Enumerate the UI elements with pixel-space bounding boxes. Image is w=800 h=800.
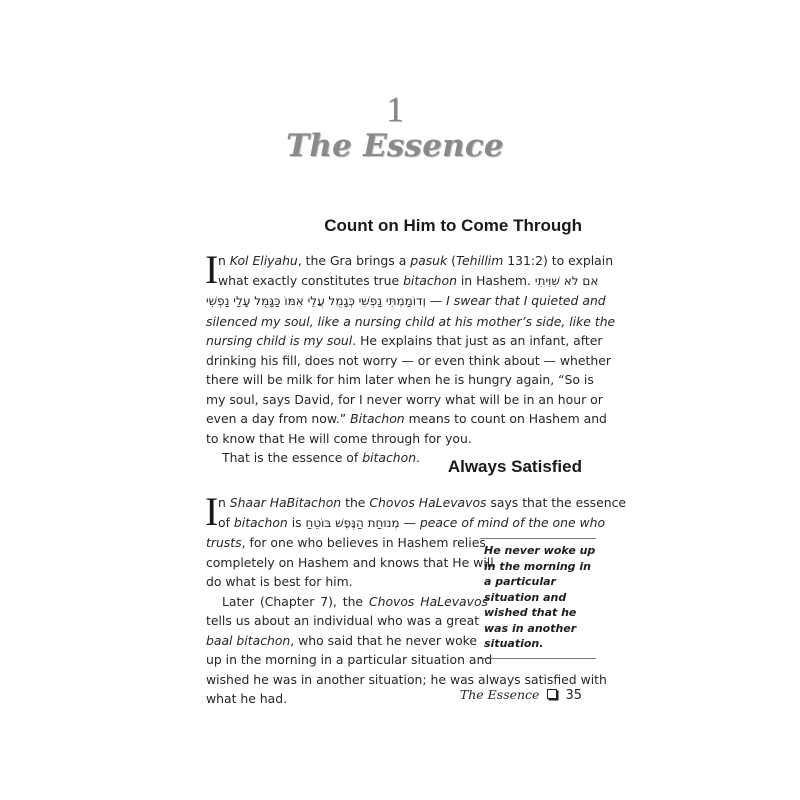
chapter-number: 1 [386, 89, 404, 129]
running-title: The Essence [459, 687, 540, 702]
text-line: what exactly constitutes true bitachon in Hashem. אם לא שִׁוִּיתִי [218, 272, 599, 288]
section-heading-always-satisfied: Always Satisfied [447, 457, 582, 476]
section-heading-count-on-him: Count on Him to Come Through [324, 216, 582, 235]
text-line: drinking his fill, does not worry — or even think about — whether [206, 352, 611, 368]
drop-cap: I [205, 247, 219, 292]
page-number: 35 [565, 688, 582, 703]
text-line: of bitachon is מְנוּחַת הַנֶּפֶשׁ בּוֹטֵחַ — peace of mind of the one who [218, 514, 606, 530]
chapter-title: The Essence [286, 128, 504, 164]
text-line: even a day from now.” Bitachon means to count on Hashem and [206, 411, 607, 426]
text-line: what he had. [206, 691, 288, 706]
box-icon [547, 689, 557, 699]
text-line: up in the morning in a particular situation and [206, 652, 493, 667]
section-body-count-on-him [205, 247, 616, 468]
text-line: trusts, for one who believes in Hashem relies [206, 535, 486, 550]
text-line: baal bitachon, who said that he never woke [206, 632, 478, 648]
text-line: do what is best for him. [206, 574, 353, 589]
text-line: completely on Hashem and knows that He will [206, 554, 494, 570]
text-line: nursing child is my soul. He explains that just as an infant, after [206, 333, 603, 348]
text-line: וְדוֹמַמְתִּי נַפְשִׁי כְּגָמֻל עֲלֵי אִמּוֹ כַּגָּמֻל עָלַי נַפְשִׁי — I swear that I quieted and [206, 293, 606, 308]
text-line: tells us about an individual who was a great [206, 613, 480, 628]
text-line: there will be milk for him later when he is hungry again, “So is [206, 372, 594, 387]
page-footer [460, 687, 582, 703]
text-line: wished he was in another situation; he was always satisfied with [206, 671, 607, 687]
text-line: my soul, says David, for I never worry what will be in an hour or [206, 391, 603, 407]
pull-quote: He never woke up in the morning in a particular situation and wished that he was in another situation. [480, 538, 596, 659]
text-line: silenced my soul, like a nursing child at his mother’s side, like the [206, 313, 616, 329]
text-line: Later (Chapter 7), the Chovos HaLevavos [222, 593, 488, 609]
drop-cap: I [205, 489, 219, 534]
text-line: n Kol Eliyahu, the Gra brings a pasuk (Tehillim 131:2) to explain [218, 253, 614, 268]
text-line: n Shaar HaBitachon the Chovos HaLevavos says that the essence [218, 495, 627, 510]
text-line: That is the essence of bitachon. [222, 450, 420, 465]
text-line: to know that He will come through for you. [206, 430, 472, 446]
